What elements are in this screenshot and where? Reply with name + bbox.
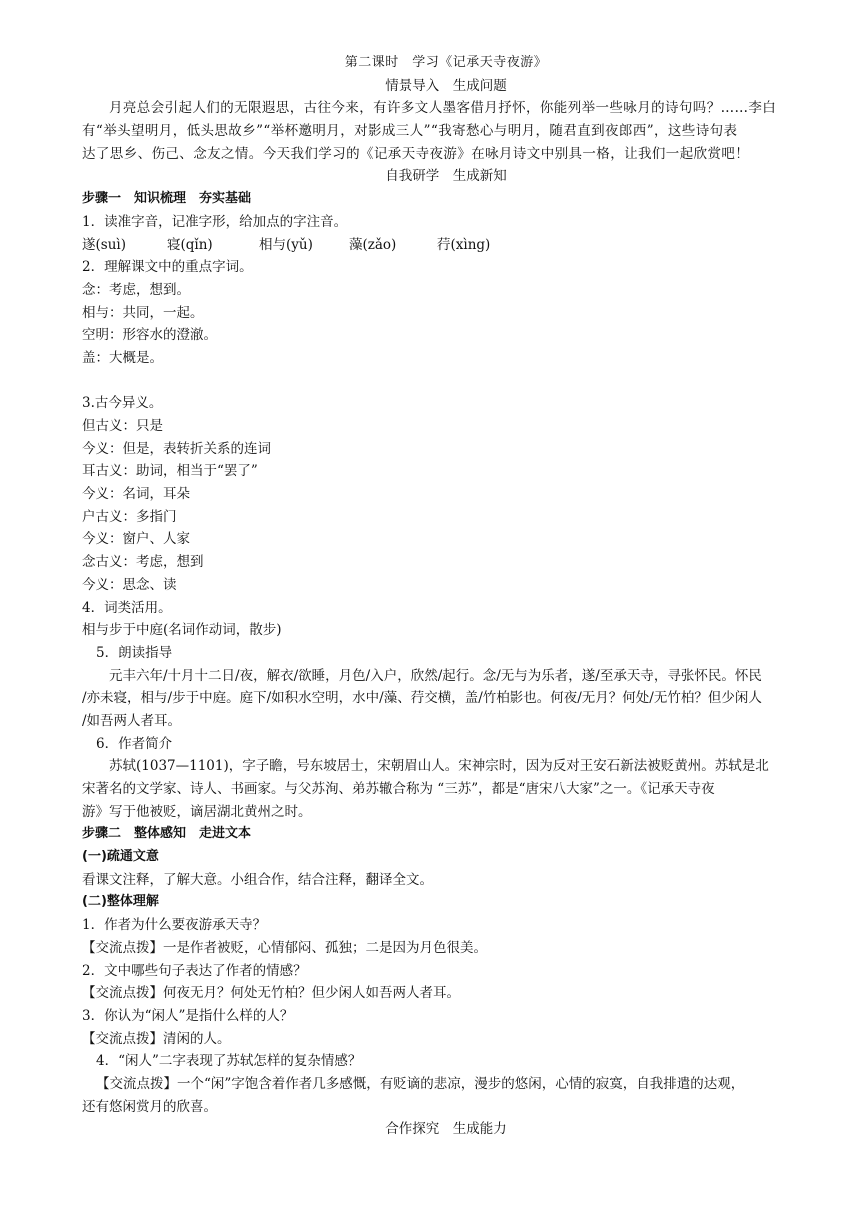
question: 4．词类活用。: [82, 599, 172, 616]
author-line: 宋著名的文学家、诗人、书画家。与父苏洵、弟苏辙合称为 “三苏”，都是“唐宋八大家”之一。《记承天寺夜: [82, 781, 715, 797]
meaning-line: 念古义：考虑，想到: [82, 554, 204, 571]
intro-line: 有“举头望明月，低头思故乡”“举杯邀明月，对影成三人”“我寄愁心与明月，随君直到夜郎西”，这些诗句表: [82, 123, 738, 140]
meaning-line: 今义：窗户、人家: [82, 531, 190, 548]
intro-line: 达了思乡、伤己、念友之情。今天我们学习的《记承天寺夜游》在咏月诗文中别具一格，让我们一起欣赏吧！: [82, 145, 750, 162]
pronunciation-item: 相与(yǔ): [259, 236, 313, 253]
intro-line: 月亮总会引起人们的无限遐思，古往今来，有许多文人墨客借月抒怀，你能列举一些咏月的诗句吗？……李白: [109, 100, 777, 117]
lesson-title: 第二课时 学习《记承天寺夜游》: [344, 55, 548, 70]
pronunciation-item: 寝(qǐn): [167, 236, 213, 253]
usage-example: 相与步于中庭(名词作动词，散步): [82, 622, 282, 639]
answer: 【交流点拨】一个“闲”字饱含着作者几多感慨，有贬谪的悲凉，漫步的悠闲，心情的寂寞，自我排遣的达观，: [96, 1075, 745, 1092]
answer: 还有悠闲赏月的欣喜。: [82, 1098, 217, 1115]
section-heading: 自我研学 生成新知: [385, 168, 507, 185]
meaning-line: 户古义：多指门: [82, 508, 177, 525]
word-definition: 盖：大概是。: [82, 349, 163, 366]
document-page: [82, 52, 810, 1141]
meaning-line: 耳古义：助词，相当于“罢了”: [82, 463, 258, 480]
step-heading: 步骤一 知识梳理 夯实基础: [82, 191, 252, 207]
section-heading: 情景导入 生成问题: [385, 77, 507, 94]
meaning-line: 但古义：只是: [82, 418, 163, 434]
word-definition: 相与：共同，一起。: [82, 304, 204, 321]
meaning-line: 今义：但是，表转折关系的连词: [82, 440, 271, 457]
question: 5．朗读指导: [96, 644, 173, 661]
section-heading: 合作探究 生成能力: [385, 1121, 507, 1138]
pronunciation-item: 藻(zǎo): [349, 236, 397, 253]
pronunciation-list: [82, 234, 810, 257]
reading-line: 元丰六年/十月十二日/夜，解衣/欲睡，月色/入户，欣然/起行。念/无与为乐者，遂/至承天寺，寻张怀民。怀民: [109, 667, 762, 684]
sub-heading: (一)疏通文意: [82, 849, 159, 865]
answer: 【交流点拨】清闲的人。: [82, 1030, 231, 1047]
step-heading: 步骤二 整体感知 走进文本: [82, 826, 252, 842]
question: 2．理解课文中的重点字词。: [82, 259, 253, 276]
question: 2．文中哪些句子表达了作者的情感？: [82, 962, 307, 979]
meaning-line: 今义：名词，耳朵: [82, 486, 190, 503]
question: 3.古今异义。: [82, 395, 163, 412]
word-definition: 空明：形容水的澄澈。: [82, 327, 217, 344]
question: 1．作者为什么要夜游承天寺？: [82, 917, 267, 934]
author-line: 游》写于他被贬，谪居湖北黄州之时。: [82, 803, 312, 820]
question: 1．读准字音，记准字形，给加点的字注音。: [82, 213, 348, 230]
pronunciation-item: 遂(suì): [82, 236, 126, 253]
word-definition: 念：考虑，想到。: [82, 281, 190, 298]
sub-heading: (二)整体理解: [82, 894, 159, 910]
answer: 【交流点拨】一是作者被贬，心情郁闷、孤独；二是因为月色很美。: [82, 939, 487, 956]
meaning-line: 今义：思念、读: [82, 576, 177, 593]
question: 6．作者简介: [96, 735, 173, 752]
author-line: 苏轼(1037—1101)，字子瞻，号东坡居士，宋朝眉山人。宋神宗时，因为反对王安石新法被贬黄州。苏轼是北: [109, 758, 769, 775]
pronunciation-item: 荇(xìng): [437, 236, 491, 253]
question: 4．“闲人”二字表现了苏轼怎样的复杂情感？: [96, 1053, 362, 1070]
reading-line: /亦未寝，相与/步于中庭。庭下/如积水空明，水中/藻、荇交横，盖/竹柏影也。何夜/无月？何处/无竹柏？但少闲人: [82, 690, 762, 707]
question: 3．你认为“闲人”是指什么样的人？: [82, 1007, 294, 1024]
reading-line: /如吾两人者耳。: [82, 712, 182, 729]
answer: 【交流点拨】何夜无月？何处无竹柏？但少闲人如吾两人者耳。: [82, 985, 460, 1002]
paragraph: 看课文注释，了解大意。小组合作，结合注释，翻译全文。: [82, 871, 433, 888]
